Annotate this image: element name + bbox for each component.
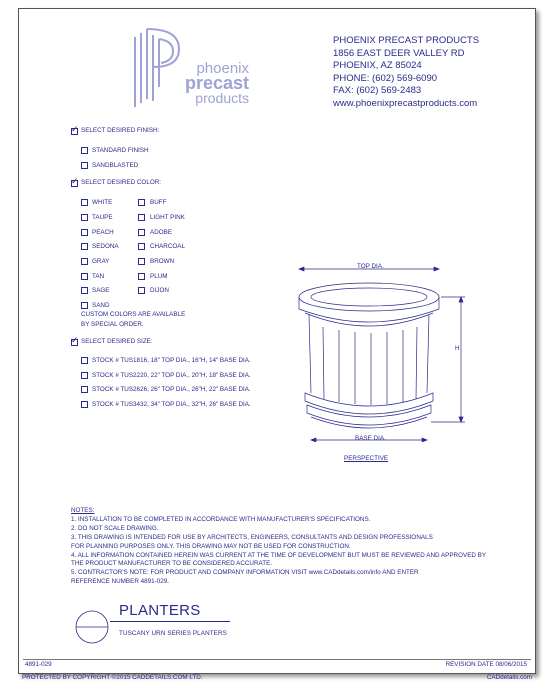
perspective-label: PERSPECTIVE xyxy=(344,455,389,462)
note-line: 5. CONTRACTOR'S NOTE: FOR PRODUCT AND COMPANY INFORMATION VISIT www.CADdetails.com/info AND ENTER xyxy=(71,569,419,577)
custom-colors-note-2: BY SPECIAL ORDER. xyxy=(81,321,144,328)
company-website: www.phoenixprecastproducts.com xyxy=(333,97,478,109)
size-tus1816-checkbox[interactable] xyxy=(81,357,88,364)
title-main: PLANTERS xyxy=(119,602,201,619)
note-line: 4. ALL INFORMATION CONTAINED HEREIN WAS CURRENT AT THE TIME OF DEVELOPMENT BUT MUST BE REVIEWED AND APPROVED BY xyxy=(71,551,487,559)
size-tus1816-label: STOCK # TUS1816, 18" TOP DIA., 16"H, 14" BASE DIA. xyxy=(92,357,251,364)
note-line: FOR PLANNING PURPOSES ONLY. THIS DRAWING MAY NOT BE USED FOR CONSTRUCTION. xyxy=(71,542,351,550)
color-dijon-checkbox[interactable] xyxy=(138,287,145,294)
finish-standard-checkbox[interactable] xyxy=(81,147,88,154)
color-gray-label: GRAY xyxy=(92,258,110,265)
size-tus2626-checkbox[interactable] xyxy=(81,386,88,393)
company-fax: FAX: (602) 569-2483 xyxy=(333,85,422,97)
color-charcoal-checkbox[interactable] xyxy=(138,243,145,250)
color-plum-checkbox[interactable] xyxy=(138,273,145,280)
base-dia-label: BASE DIA. xyxy=(355,435,386,442)
size-tus2220-checkbox[interactable] xyxy=(81,372,88,379)
finish-section-checkbox[interactable] xyxy=(71,128,78,135)
color-sand-checkbox[interactable] xyxy=(81,302,88,309)
color-plum-label: PLUM xyxy=(150,273,168,280)
color-white-label: WHITE xyxy=(92,199,113,206)
note-line: 1. INSTALLATION TO BE COMPLETED IN ACCORDANCE WITH MANUFACTURER'S SPECIFICATIONS. xyxy=(71,515,371,523)
color-sage-label: SAGE xyxy=(92,287,110,294)
notes-heading: NOTES: xyxy=(71,507,95,514)
color-white-checkbox[interactable] xyxy=(81,199,88,206)
title-sub: TUSCANY URN SERIES PLANTERS xyxy=(119,630,227,637)
color-peach-label: PEACH xyxy=(92,229,114,236)
note-line: REFERENCE NUMBER 4891-029. xyxy=(71,578,169,586)
logo-line-2: precast xyxy=(184,73,249,93)
size-tus2626-label: STOCK # TUS2626, 26" TOP DIA., 26"H, 22" BASE DIA. xyxy=(92,386,251,393)
color-sedona-checkbox[interactable] xyxy=(81,243,88,250)
top-dia-label: TOP DIA. xyxy=(357,263,384,270)
revision-date: REVISION DATE 08/06/2015 xyxy=(445,661,527,668)
company-phone: PHONE: (602) 569-6090 xyxy=(333,72,438,84)
color-taupe-label: TAUPE xyxy=(92,214,113,221)
copyright-text: PROTECTED BY COPYRIGHT ©2015 CADDETAILS.COM LTD. xyxy=(22,674,203,681)
color-buff-label: BUFF xyxy=(150,199,167,206)
size-tus3432-label: STOCK # TUS3432, 34" TOP DIA., 32"H, 26" BASE DIA. xyxy=(92,401,251,408)
planter-perspective-drawing xyxy=(281,257,471,442)
color-dijon-label: DIJON xyxy=(150,287,169,294)
height-label: H xyxy=(455,345,460,352)
notes-section xyxy=(71,507,486,587)
urn-body-sides xyxy=(309,315,429,393)
drawing-ref-number: 4891-029 xyxy=(25,661,52,668)
color-charcoal-label: CHARCOAL xyxy=(150,243,185,250)
color-adobe-checkbox[interactable] xyxy=(138,229,145,236)
logo-line-1: phoenix xyxy=(196,60,249,77)
finish-sandblasted-checkbox[interactable] xyxy=(81,162,88,169)
company-street: 1856 EAST DEER VALLEY RD xyxy=(333,47,465,59)
finish-standard-label: STANDARD FINISH xyxy=(92,147,149,154)
title-circle-symbol xyxy=(74,609,110,645)
color-section-checkbox[interactable] xyxy=(71,180,78,187)
finish-sandblasted-label: SANDBLASTED xyxy=(92,162,139,169)
size-tus2220-label: STOCK # TUS2220, 22" TOP DIA., 20"H, 18" BASE DIA. xyxy=(92,372,251,379)
color-taupe-checkbox[interactable] xyxy=(81,214,88,221)
color-sedona-label: SEDONA xyxy=(92,243,119,250)
urn-fluting xyxy=(323,327,417,405)
note-line: 3. THIS DRAWING IS INTENDED FOR USE BY ARCHITECTS, ENGINEERS, CONSULTANTS AND DESIGN PROFESSIONALS xyxy=(71,533,433,541)
finish-heading: SELECT DESIRED FINISH: xyxy=(81,127,160,134)
footer-rule xyxy=(23,659,531,660)
color-light-pink-label: LIGHT PINK xyxy=(150,214,185,221)
custom-colors-note-1: CUSTOM COLORS ARE AVAILABLE xyxy=(81,311,186,318)
size-tus3432-checkbox[interactable] xyxy=(81,401,88,408)
note-line: 2. DO NOT SCALE DRAWING. xyxy=(71,524,159,532)
urn-rim xyxy=(299,283,439,311)
color-brown-checkbox[interactable] xyxy=(138,258,145,265)
caddetails-link[interactable]: CADdetails.com xyxy=(486,674,532,681)
color-tan-checkbox[interactable] xyxy=(81,273,88,280)
color-sage-checkbox[interactable] xyxy=(81,287,88,294)
title-underline xyxy=(110,621,230,622)
color-light-pink-checkbox[interactable] xyxy=(138,214,145,221)
color-peach-checkbox[interactable] xyxy=(81,229,88,236)
color-heading: SELECT DESIRED COLOR: xyxy=(81,179,162,186)
company-city: PHOENIX, AZ 85024 xyxy=(333,60,422,72)
color-buff-checkbox[interactable] xyxy=(138,199,145,206)
logo-wordmark xyxy=(169,61,249,106)
color-sand-label: SAND xyxy=(92,302,110,309)
color-adobe-label: ADOBE xyxy=(150,229,173,236)
color-gray-checkbox[interactable] xyxy=(81,258,88,265)
size-heading: SELECT DESIRED SIZE: xyxy=(81,338,153,345)
drawing-sheet xyxy=(18,8,536,674)
color-tan-label: TAN xyxy=(92,273,105,280)
logo-line-3: products xyxy=(195,90,249,106)
company-address xyxy=(333,35,479,111)
note-line: THE PRODUCT MANUFACTURER TO BE CONSIDERED ACCURATE. xyxy=(71,560,273,568)
color-brown-label: BROWN xyxy=(150,258,175,265)
company-name: PHOENIX PRECAST PRODUCTS xyxy=(333,35,480,46)
size-section-checkbox[interactable] xyxy=(71,339,78,346)
